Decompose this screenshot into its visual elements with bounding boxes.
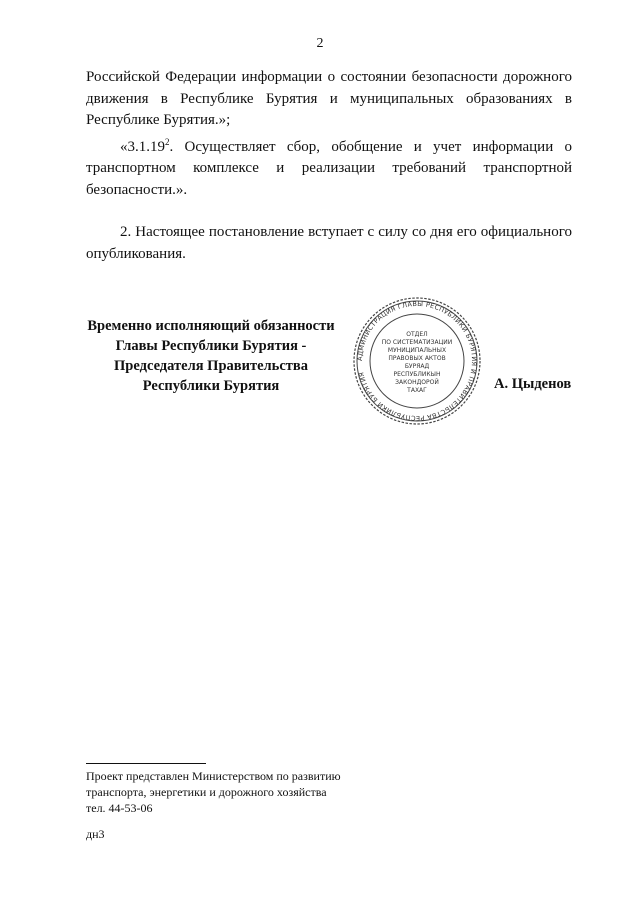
clause-paragraph	[86, 132, 572, 202]
clause-number: «3.1.19	[120, 138, 165, 155]
footer-divider	[86, 763, 206, 764]
seal-text-line: ТАХАГ	[407, 387, 427, 394]
official-seal-stamp	[342, 296, 492, 426]
seal-text-line: МУНИЦИПАЛЬНЫХ	[387, 347, 447, 354]
item-2-paragraph: 2. Настоящее постановление вступает с силу со дня его официального опубликования.	[86, 224, 572, 262]
seal-text-line: БУРЯАД	[404, 363, 430, 370]
seal-text-line: ПРАВОВЫХ АКТОВ	[388, 355, 446, 362]
clause-text: . Осуществляет сбор, обобщение и учет информации о транспортном комплексе и реализации требований транспортной безопасности.».	[86, 138, 572, 198]
signer-position-line: Главы Республики Бурятия -	[115, 338, 307, 354]
footer-note	[86, 768, 341, 842]
continuation-paragraph: Российской Федерации информации о состоянии безопасности дорожного движения в Республике Бурятия и муниципальных образованиях в Республике Бурятия.»;	[86, 69, 572, 128]
seal-text-line: РЕСПУБЛИКЫН	[393, 371, 441, 378]
seal-text-line: ЗАКОНДОРОЙ	[395, 379, 439, 386]
signer-position-line: Республики Бурятия	[142, 378, 280, 394]
signer-position-line: Временно исполняющий обязанности	[87, 318, 335, 334]
footer-line: Проект представлен Министерством по развитию	[86, 769, 341, 783]
footer-line: тел. 44-53-06	[86, 801, 153, 815]
signer-position	[76, 316, 346, 396]
seal-text-line: ПО СИСТЕМАТИЗАЦИИ	[381, 339, 453, 346]
page-number: 2	[316, 36, 324, 51]
footer-line: транспорта, энергетики и дорожного хозяйства	[86, 785, 327, 799]
document-code: дн3	[86, 827, 105, 841]
signer-name: А. Цыденов	[494, 376, 572, 392]
signer-position-line: Председателя Правительства	[114, 358, 308, 374]
seal-ring-text: АДМИНИСТРАЦИЯ ГЛАВЫ РЕСПУБЛИКИ БУРЯТИЯ И ПРАВИТЕЛЬСТВА РЕСПУБЛИКИ БУРЯТИЯ	[355, 299, 479, 423]
seal-text-line: ОТДЕЛ	[406, 331, 428, 338]
clause-superscript: 2	[165, 136, 170, 147]
document-body	[86, 67, 572, 265]
